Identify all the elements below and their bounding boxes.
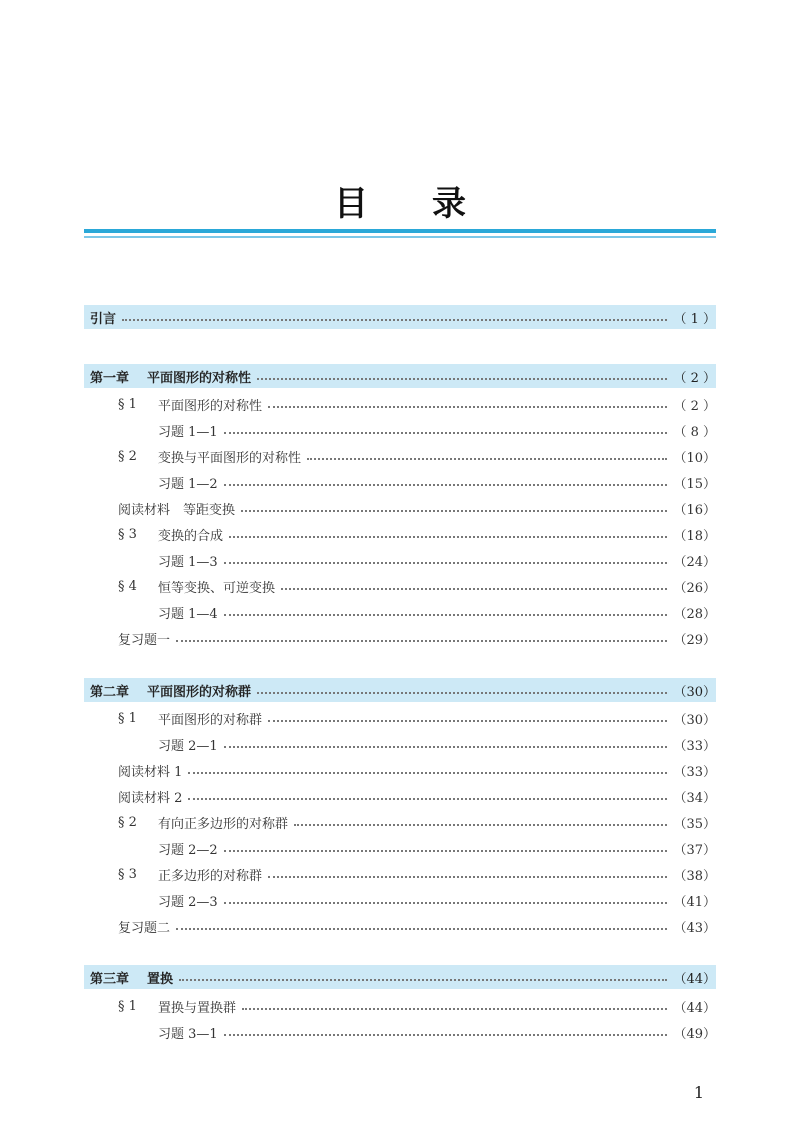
entry-title: 平面图形的对称群: [158, 712, 263, 728]
toc-chapter-2[interactable]: [84, 678, 716, 702]
dot-leader: [224, 614, 668, 616]
toc-entry[interactable]: [158, 419, 716, 441]
dot-leader: [224, 902, 668, 904]
dot-leader: [268, 406, 667, 408]
dot-leader: [224, 1034, 668, 1036]
entry-title: 置换与置换群: [158, 1000, 237, 1016]
entry-title: 阅读材料 1: [118, 764, 183, 780]
entry-title: 习题 2—2: [158, 842, 218, 858]
entry-title: 变换的合成: [158, 528, 224, 544]
entry-title: 习题 2—1: [158, 738, 218, 754]
entry-page: （44）: [673, 1000, 716, 1016]
entry-title: 平面图形的对称性: [158, 398, 263, 414]
toc-entry[interactable]: [158, 889, 716, 911]
entry-page: （43）: [673, 920, 716, 936]
entry-page: （33）: [673, 764, 716, 780]
toc-entry[interactable]: [158, 837, 716, 859]
chapter-number: 第一章: [90, 370, 130, 386]
entry-page: （30）: [673, 712, 716, 728]
chapter-title: 置换: [147, 971, 174, 987]
entry-page: （41）: [673, 894, 716, 910]
chapter-title: 平面图形的对称性: [147, 370, 252, 386]
entry-page: （37）: [673, 842, 716, 858]
entry-page: （28）: [673, 606, 716, 622]
dot-leader: [224, 746, 668, 748]
toc-chapter-3[interactable]: [84, 965, 716, 989]
entry-page: （49）: [673, 1026, 716, 1042]
dot-leader: [294, 824, 667, 826]
chapter-number: 第二章: [90, 684, 130, 700]
toc-intro-label: 引言: [90, 311, 117, 327]
entry-title: 阅读材料 2: [118, 790, 183, 806]
chapter-page: （30）: [673, 684, 716, 700]
section-number: § 4: [118, 578, 137, 594]
dot-leader: [224, 432, 668, 434]
entry-page: （16）: [673, 502, 716, 518]
entry-page: （ 8 ）: [673, 424, 716, 440]
chapter-page: （ 2 ）: [673, 370, 716, 386]
entry-page: （35）: [673, 816, 716, 832]
chapter-number: 第三章: [90, 971, 130, 987]
entry-page: （ 2 ）: [673, 398, 716, 414]
entry-title: 恒等变换、可逆变换: [158, 580, 276, 596]
toc-intro-page: （ 1 ）: [673, 311, 716, 327]
dot-leader: [179, 979, 667, 981]
toc-chapter-1[interactable]: [84, 364, 716, 388]
toc-entry[interactable]: [158, 733, 716, 755]
title-char-1: 目: [334, 184, 432, 224]
section-number: § 3: [118, 866, 137, 882]
dot-leader: [224, 562, 668, 564]
toc-entry[interactable]: [118, 445, 716, 467]
entry-page: （34）: [673, 790, 716, 806]
page-title: [0, 176, 800, 225]
chapter-page: （44）: [673, 971, 716, 987]
entry-page: （38）: [673, 868, 716, 884]
dot-leader: [224, 850, 668, 852]
dot-leader: [122, 319, 667, 321]
entry-title: 变换与平面图形的对称性: [158, 450, 302, 466]
entry-page: （15）: [673, 476, 716, 492]
entry-title: 习题 1—2: [158, 476, 218, 492]
toc-entry[interactable]: [118, 811, 716, 833]
dot-leader: [257, 378, 667, 380]
section-number: § 2: [118, 814, 137, 830]
entry-title: 阅读材料 等距变换: [118, 502, 236, 518]
dot-leader: [281, 588, 667, 590]
section-number: § 1: [118, 396, 137, 412]
toc-entry[interactable]: [118, 785, 716, 807]
toc-entry[interactable]: [158, 549, 716, 571]
title-rule-thick: [84, 229, 716, 233]
toc-entry[interactable]: [118, 759, 716, 781]
entry-title: 复习题二: [118, 920, 171, 936]
entry-title: 习题 2—3: [158, 894, 218, 910]
entry-page: （18）: [673, 528, 716, 544]
entry-title: 习题 1—1: [158, 424, 218, 440]
dot-leader: [188, 798, 667, 800]
toc-intro[interactable]: [84, 305, 716, 329]
dot-leader: [242, 1008, 667, 1010]
entry-page: （29）: [673, 632, 716, 648]
toc-entry[interactable]: [158, 601, 716, 623]
dot-leader: [229, 536, 667, 538]
entry-title: 有向正多边形的对称群: [158, 816, 289, 832]
entry-page: （26）: [673, 580, 716, 596]
dot-leader: [188, 772, 667, 774]
entry-title: 复习题一: [118, 632, 171, 648]
dot-leader: [241, 510, 667, 512]
toc-entry[interactable]: [118, 497, 716, 519]
entry-page: （33）: [673, 738, 716, 754]
entry-title: 习题 1—4: [158, 606, 218, 622]
dot-leader: [268, 720, 667, 722]
page-number: 1: [693, 1083, 704, 1102]
section-number: § 2: [118, 448, 137, 464]
entry-title: 正多边形的对称群: [158, 868, 263, 884]
section-number: § 1: [118, 710, 137, 726]
entry-title: 习题 3—1: [158, 1026, 218, 1042]
toc-entry[interactable]: [118, 393, 716, 415]
title-char-2: 录: [432, 184, 530, 224]
toc-entry[interactable]: [118, 575, 716, 597]
entry-title: 习题 1—3: [158, 554, 218, 570]
toc-entry[interactable]: [118, 707, 716, 729]
dot-leader: [224, 484, 668, 486]
entry-page: （10）: [673, 450, 716, 466]
title-rule-thin: [84, 236, 716, 238]
toc-entry[interactable]: [158, 471, 716, 493]
toc-entry[interactable]: [118, 863, 716, 885]
section-number: § 3: [118, 526, 137, 542]
toc-entry[interactable]: [158, 1021, 716, 1043]
dot-leader: [176, 640, 667, 642]
entry-page: （24）: [673, 554, 716, 570]
dot-leader: [307, 458, 667, 460]
toc-entry[interactable]: [118, 915, 716, 937]
dot-leader: [257, 692, 667, 694]
dot-leader: [268, 876, 667, 878]
toc-entry[interactable]: [118, 627, 716, 649]
toc-entry[interactable]: [118, 995, 716, 1017]
chapter-title: 平面图形的对称群: [147, 684, 252, 700]
section-number: § 1: [118, 998, 137, 1014]
dot-leader: [176, 928, 667, 930]
toc-entry[interactable]: [118, 523, 716, 545]
